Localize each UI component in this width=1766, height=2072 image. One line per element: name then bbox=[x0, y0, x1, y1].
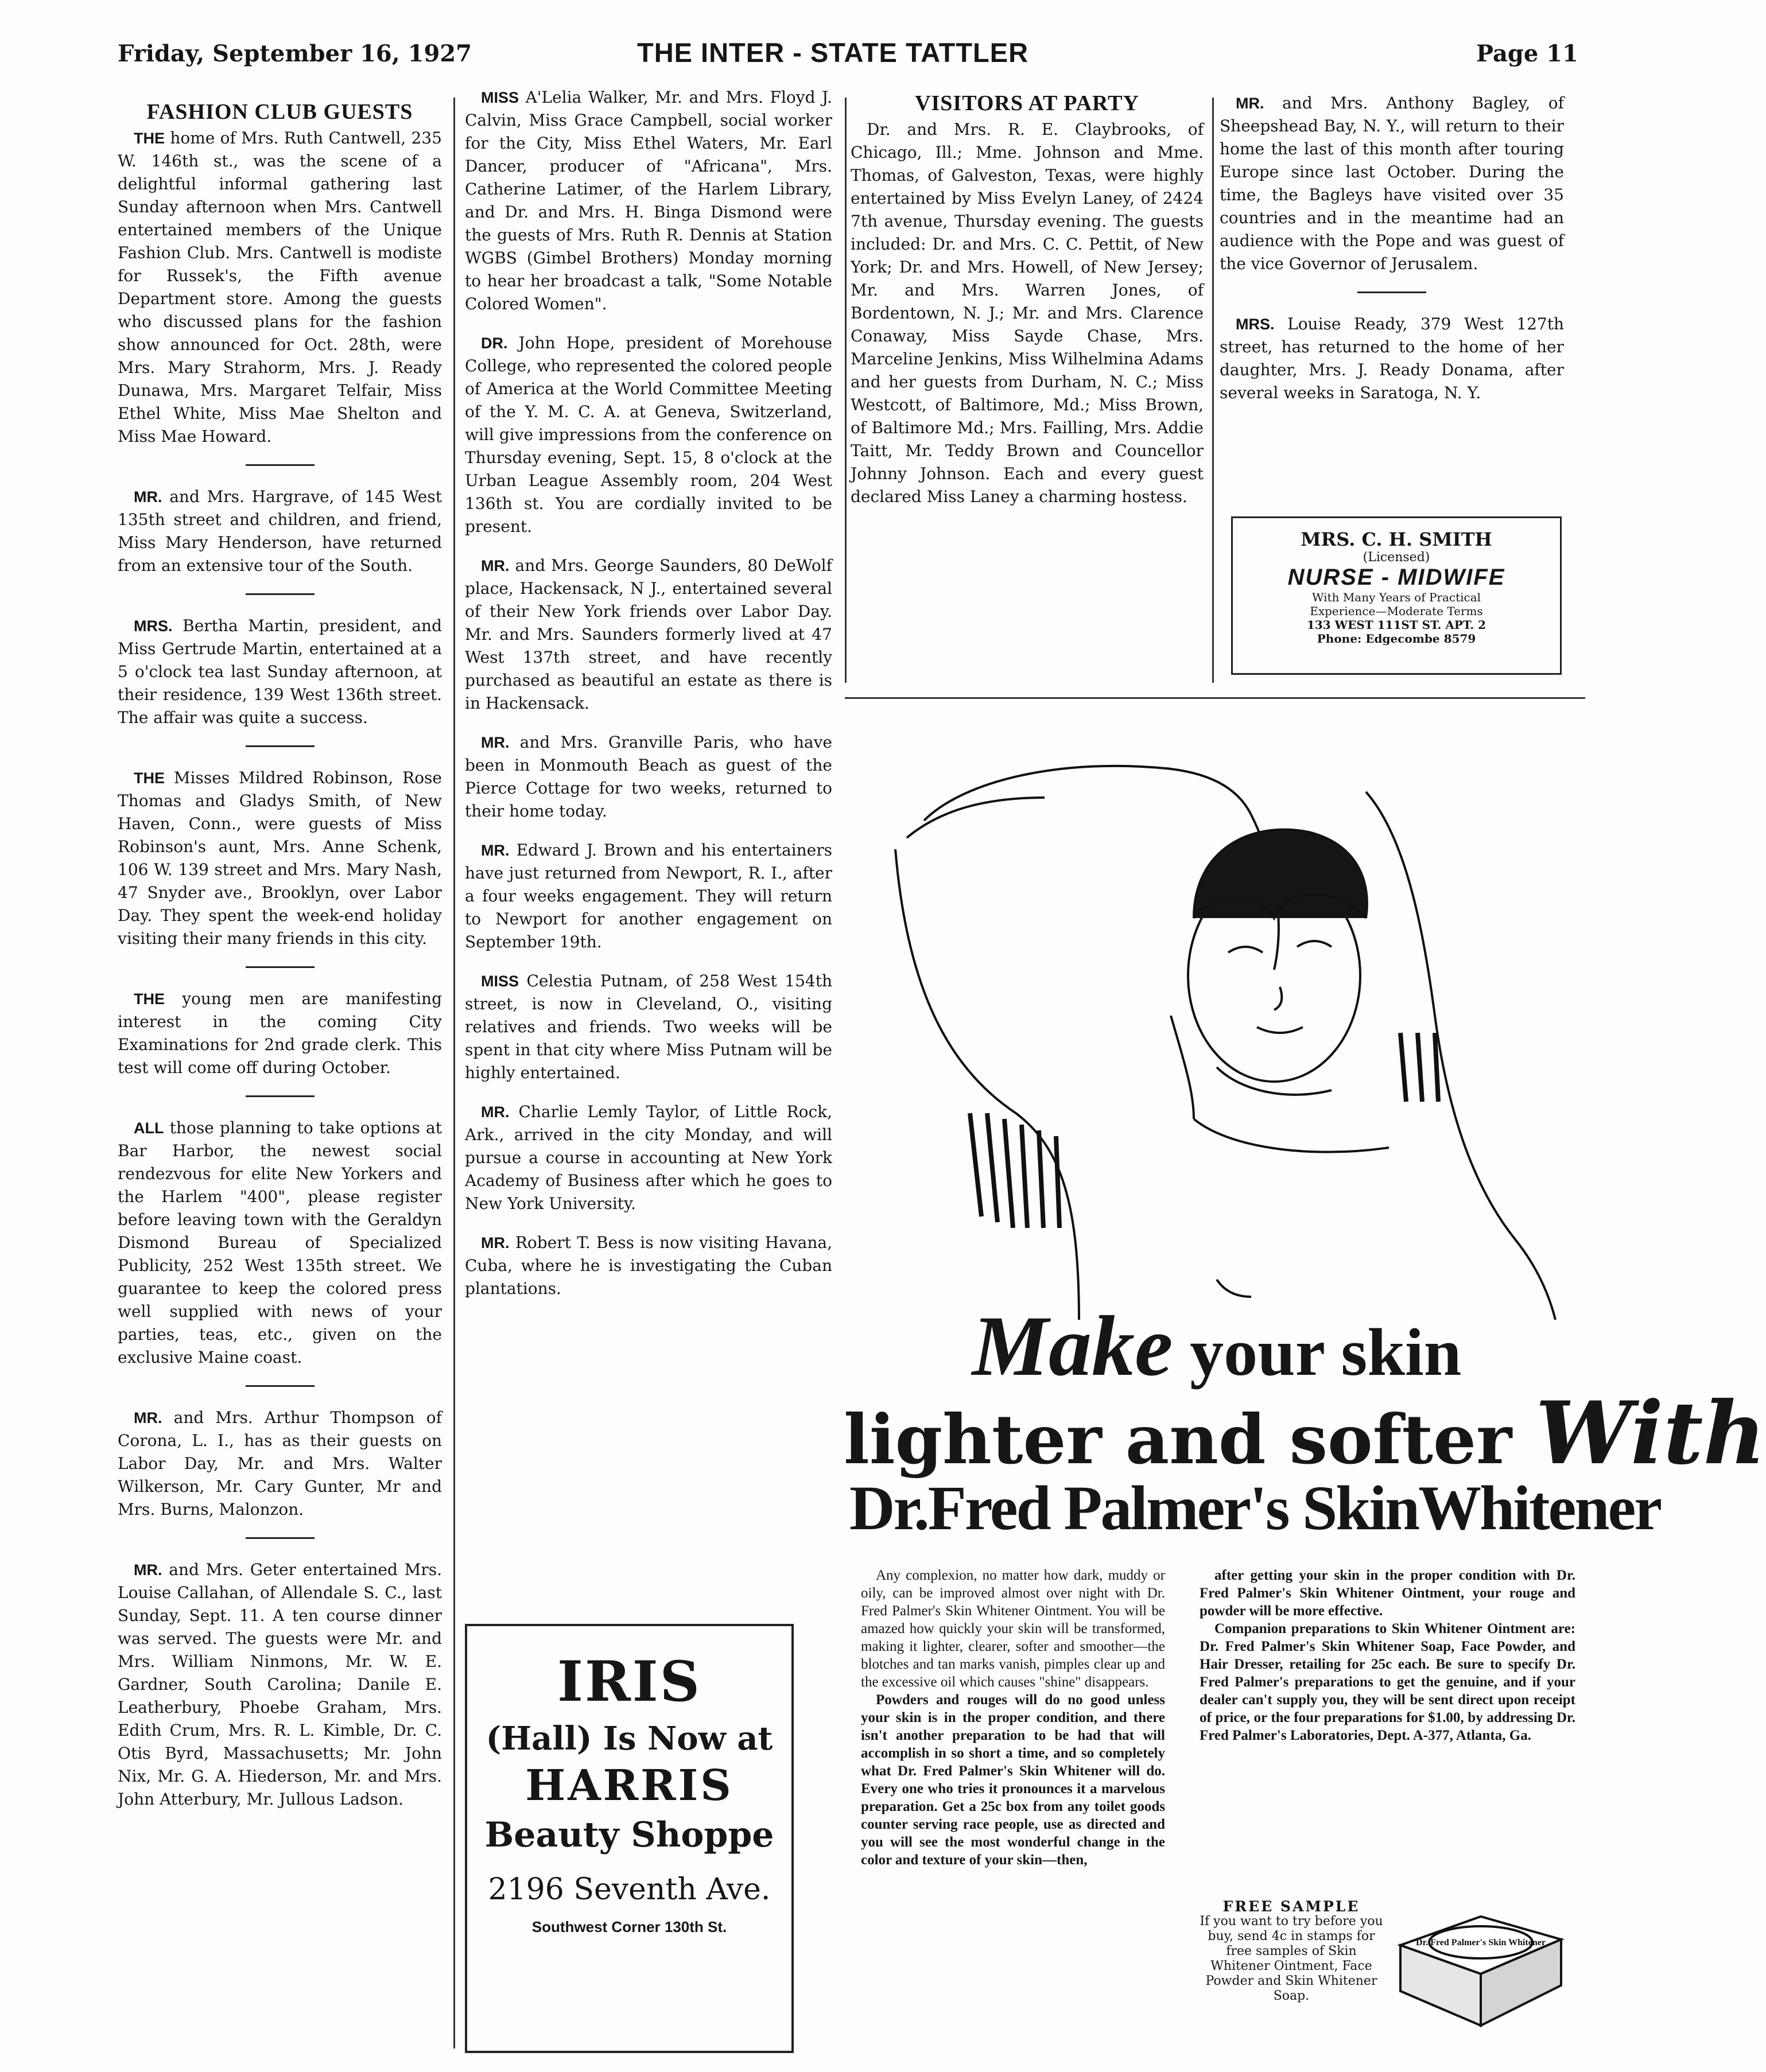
ad-headline-product: Dr.Fred Palmer's SkinWhitener bbox=[849, 1473, 1661, 1543]
item-divider bbox=[1357, 291, 1426, 293]
ad-body-left bbox=[861, 1566, 1165, 1869]
issue-date: Friday, September 16, 1927 bbox=[118, 40, 472, 67]
news-item-lead: MISS bbox=[481, 89, 519, 106]
jar-label: Dr. Fred Palmer's Skin Whitener bbox=[1416, 1938, 1546, 1947]
free-sample-text: If you want to try before you buy, send 4c in stamps for free samples of Skin Whitener Ointment, Face Powder and Skin Whitener Soap. bbox=[1200, 1914, 1383, 2003]
news-item-lead: MR. bbox=[481, 842, 510, 859]
product-jar-image bbox=[1389, 1894, 1573, 2031]
news-item-lead: MRS. bbox=[134, 617, 173, 635]
iris-name: IRIS bbox=[557, 1649, 701, 1714]
news-item-lead: MR. bbox=[134, 1409, 162, 1426]
smith-line1: With Many Years of Practical bbox=[1311, 590, 1481, 604]
item-divider bbox=[246, 1385, 315, 1387]
ad-headline-rest: your skin bbox=[1190, 1315, 1462, 1390]
ad-headline-line2 bbox=[844, 1383, 1766, 1484]
fashion-club-heading: FASHION CLUB GUESTS bbox=[146, 100, 413, 124]
iris-corner: Southwest Corner 130th St. bbox=[531, 1918, 727, 1935]
column-rule bbox=[453, 98, 455, 2048]
news-item-lead: THE bbox=[134, 769, 165, 787]
iris-line3: HARRIS bbox=[525, 1761, 733, 1810]
smith-ad bbox=[1231, 516, 1562, 675]
smith-title: NURSE - MIDWIFE bbox=[1287, 565, 1505, 590]
news-item-lead: MR. bbox=[481, 1234, 510, 1251]
ad-with-word: With bbox=[1535, 1383, 1766, 1484]
news-item-text: Robert T. Bess is now visiting Havana, Cuba, where he is investigating the Cuban plantations. bbox=[465, 1233, 832, 1298]
news-item-lead: MR. bbox=[481, 734, 510, 751]
news-item-text: and Mrs. Anthony Bagley, of Sheepshead Bay, N. Y., will return to their home the last of this month after touring Europe since last October. During the time, the Bagleys have visited over 35 countries and in the meantime had an audience with the Pope and was guest of the vice Governor of Jerusalem. bbox=[1220, 94, 1564, 273]
iris-line2: (Hall) Is Now at bbox=[486, 1720, 773, 1758]
news-item-text: A'Lelia Walker, Mr. and Mrs. Floyd J. Calvin, Miss Grace Campbell, social worker for the City, Miss Ethel Waters, Mr. Earl Dancer, producer of "Africana", Mrs. Catherine Latimer, of the Harlem Library, and Dr. and Mrs. H. Binga Dismond were the guests of Mrs. Ruth R. Dennis at Station WGBS (Gimbel Brothers) Monday morning to hear her broadcast a talk, "Some Notable Colored Women". bbox=[465, 88, 832, 313]
ad-body-left-2: Powders and rouges will do no good unless your skin is in the proper condition, and there isn't another preparation to be had that will accomplish in so short a time, and so completely what Dr. Fred Palmer's Skin Whitener will do. Every one who tries it pronounces it a marvelous preparation. Get a 25c box from any toilet goods counter serving race people, use as directed and you will see the most wonderful change in the color and texture of your skin—then, bbox=[861, 1692, 1165, 1868]
news-item-text: and Mrs. George Saunders, 80 DeWolf place, Hackensack, N J., entertained several of their New York friends over Labor Day. Mr. and Mrs. Saunders formerly lived at 47 West 137th street, and have recently purchased as beautiful an estate as there is in Hackensack. bbox=[465, 556, 832, 713]
news-item-lead: ALL bbox=[134, 1119, 164, 1137]
news-item bbox=[118, 988, 442, 1079]
column-rule bbox=[845, 98, 847, 683]
news-item-text: and Mrs. Hargrave, of 145 West 135th street and children, and friend, Miss Mary Henderson, have returned from an extensive tour of the South. bbox=[118, 487, 442, 575]
news-item bbox=[118, 767, 442, 950]
smith-licensed: (Licensed) bbox=[1363, 550, 1430, 565]
news-item-text: John Hope, president of Morehouse College, who represented the colored people of America at the World Committee Meeting of the Y. M. C. A. at Geneva, Switzerland, will give impressions from the conference on Thursday evening, Sept. 15, 8 o'clock at the Urban League Assembly room, 204 West 136th st. You are cordially invited to be present. bbox=[465, 333, 832, 536]
news-item bbox=[118, 127, 442, 448]
visitors-heading: VISITORS AT PARTY bbox=[915, 91, 1139, 115]
news-item bbox=[118, 1406, 442, 1521]
ad-body-right-1: after getting your skin in the proper condition with Dr. Fred Palmer's Skin Whitener Ointment, your rouge and powder will be more effective. bbox=[1200, 1568, 1575, 1619]
news-item-lead: MR. bbox=[481, 557, 510, 574]
news-item bbox=[465, 332, 832, 538]
column-3 bbox=[851, 92, 1204, 524]
visitors-text: Dr. and Mrs. R. E. Claybrooks, of Chicago, Ill.; Mme. Johnson and Mme. Thomas, of Galveston, Texas, were highly entertained by Miss Evelyn Laney, of 2424 7th avenue, Thursday evening. The guests included: Dr. and Mrs. C. C. Pettit, of New York; Dr. and Mrs. Howell, of New Jersey; Mr. and Mrs. Warren Jones, of Bordentown, N. J.; Mr. and Mrs. Clarence Conaway, Miss Sayde Chase, Mrs. Marceline Jenkins, Miss Wilhelmina Adams and her guests from Durham, N. C.; Miss Westcott, of Baltimore, Md.; Miss Brown, of Baltimore Md.; Mrs. Failling, Mrs. Addie Taitt, Mr. Teddy Brown and Councellor Johnny Johnson. Each and every guest declared Miss Laney a charming hostess. bbox=[851, 120, 1204, 506]
ad-headline-l2: lighter and softer bbox=[844, 1400, 1512, 1479]
column-1 bbox=[118, 100, 442, 1827]
smith-address: 133 WEST 111ST ST. APT. 2 bbox=[1306, 618, 1486, 632]
news-item bbox=[465, 1231, 832, 1300]
news-item-lead: MRS. bbox=[1236, 316, 1275, 333]
news-item-lead: DR. bbox=[481, 335, 508, 352]
news-item bbox=[465, 1101, 832, 1215]
item-divider bbox=[246, 966, 315, 968]
news-item-text: Bertha Martin, president, and Miss Gertrude Martin, entertained at a 5 o'clock tea last Sunday afternoon, at their residence, 139 West 136th street. The affair was quite a success. bbox=[118, 616, 442, 727]
news-item-text: Louise Ready, 379 West 127th street, has returned to the home of her daughter, Mrs. J. Ready Donama, after several weeks in Saratoga, N. Y. bbox=[1220, 314, 1565, 402]
smith-phone: Phone: Edgecombe 8579 bbox=[1317, 632, 1476, 646]
ad-body-left-1: Any complexion, no matter how dark, muddy or oily, can be improved almost over night with Dr. Fred Palmer's Skin Whitener Ointment. You will be amazed how quickly your skin will be transformed, making it lighter, clearer, softer and smoother—the blotches and tan marks vanish, pimples clear up and the excessive oil which causes "shine" disappears. bbox=[861, 1568, 1165, 1690]
paper-title: THE INTER - STATE TATTLER bbox=[637, 37, 1029, 68]
item-divider bbox=[246, 1537, 315, 1539]
news-item bbox=[1220, 313, 1564, 405]
col2-items bbox=[465, 86, 832, 1300]
ad-headline-line1 bbox=[844, 1297, 1590, 1395]
news-item-text: those planning to take options at Bar Harbor, the newest social rendezvous for elite New Yorkers and the Harlem "400", please register before leaving town with the Geraldyn Dismond Bureau of Specialized Publicity, 252 West 135th street. We guarantee to keep the colored press well supplied with news of your parties, teas, etc., given on the exclusive Maine coast. bbox=[118, 1118, 442, 1367]
col1-items bbox=[118, 127, 442, 1811]
news-item-lead: THE bbox=[134, 990, 165, 1008]
news-item bbox=[465, 731, 832, 823]
iris-shop: Beauty Shoppe bbox=[484, 1815, 774, 1855]
column-2 bbox=[465, 86, 832, 1316]
ad-top-rule bbox=[845, 697, 1585, 699]
item-divider bbox=[246, 464, 315, 466]
news-item bbox=[118, 615, 442, 729]
news-item-text: and Mrs. Geter entertained Mrs. Louise Callahan, of Allendale S. C., last Sunday, Sept. 11. A ten course dinner was served. The guests were Mr. and Mrs. William Ninmons, Mr. W. E. Gardner, South Carolina; Danile E. Leatherbury, Phoebe Graham, Mrs. Edith Crum, Mrs. R. L. Kimble, Dr. C. Otis Byrd, Massachusetts; Mr. John Nix, Mr. G. A. Hiederson, Mr. and Mrs. John Atterbury, Mr. Jullous Ladson. bbox=[118, 1560, 442, 1809]
news-item-text: and Mrs. Granville Paris, who have been in Monmouth Beach as guest of the Pierce Cottage for two weeks, returned to their home today. bbox=[465, 733, 832, 821]
column-4 bbox=[1220, 92, 1564, 421]
news-item bbox=[465, 554, 832, 715]
free-sample-heading: FREE SAMPLE bbox=[1222, 1898, 1360, 1915]
iris-address: 2196 Seventh Ave. bbox=[488, 1872, 771, 1907]
page-number: Page 11 bbox=[1476, 40, 1578, 67]
news-item-text: Misses Mildred Robinson, Rose Thomas and Gladys Smith, of New Haven, Conn., were guests of Miss Robinson's aunt, Mrs. Anne Schenk, 106 W. 139 street and Mrs. Mary Nash, 47 Snyder ave., Brooklyn, over Labor Day. They spent the week-end holiday visiting their many friends in this city. bbox=[118, 768, 442, 948]
news-item-lead: MR. bbox=[134, 488, 162, 506]
item-divider bbox=[246, 593, 315, 595]
news-item bbox=[1220, 92, 1564, 275]
smith-name: MRS. C. H. SMITH bbox=[1301, 528, 1492, 550]
item-divider bbox=[246, 1095, 315, 1097]
col4-items bbox=[1220, 92, 1564, 405]
iris-ad bbox=[465, 1624, 794, 2053]
news-item-lead: MR. bbox=[134, 1561, 162, 1579]
news-item bbox=[465, 86, 832, 316]
news-item bbox=[465, 839, 832, 954]
news-item-lead: MR. bbox=[481, 1103, 510, 1121]
news-item-lead: MR. bbox=[1236, 95, 1264, 112]
news-item-text: and Mrs. Arthur Thompson of Corona, L. I., has as their guests on Labor Day, Mr. and Mrs. Walter Wilkerson, Mr. Cary Gunter, Mr and Mrs. Burns, Malonzon. bbox=[118, 1408, 442, 1519]
news-item-text: Edward J. Brown and his entertainers have just returned from Newport, R. I., after a four weeks engagement. They will return to Newport for another engagement on September 19th. bbox=[465, 841, 832, 951]
ad-body-right-2: Companion preparations to Skin Whitener Ointment are: Dr. Fred Palmer's Skin Whitener Soap, Face Powder, and Hair Dresser, retailing for 25c each. Be sure to specify Dr. Fred Palmer's preparations to get the genuine, and if your dealer can't supply you, they will be sent direct upon receipt of price, or the four preparations for $1.00, by addressing Dr. Fred Palmer's Laboratories, Dept. A-377, Atlanta, Ga. bbox=[1200, 1621, 1575, 1743]
ad-body-right bbox=[1200, 1566, 1575, 1744]
news-item bbox=[118, 1117, 442, 1369]
news-item-lead: MISS bbox=[481, 973, 519, 990]
woman-illustration bbox=[872, 746, 1584, 1320]
free-sample bbox=[1200, 1899, 1383, 2004]
news-item-text: home of Mrs. Ruth Cantwell, 235 W. 146th st., was the scene of a delightful informal gathering last Sunday afternoon when Mrs. Cantwell entertained members of the Unique Fashion Club. Mrs. Cantwell is modiste for Russek's, the Fifth avenue Department store. Among the guests who discussed plans for the fashion show announced for Oct. 28th, were Mrs. Mary Strahorm, Mrs. J. Ready Dunawa, Mrs. Margaret Telfair, Miss Ethel White, Miss Mae Shelton and Miss Mae Howard. bbox=[118, 129, 442, 446]
news-item-lead: THE bbox=[134, 130, 165, 147]
news-item-text: Charlie Lemly Taylor, of Little Rock, Ark., arrived in the city Monday, and will pursue a course in accounting at New York Academy of Business after which he goes to New York University. bbox=[465, 1102, 833, 1213]
smith-line2: Experience—Moderate Terms bbox=[1310, 604, 1483, 618]
column-rule bbox=[1212, 98, 1214, 683]
news-item-text: Celestia Putnam, of 258 West 154th street, is now in Cleveland, O., visiting relatives and friends. Two weeks will be spent in that city where Miss Putnam will be highly entertained. bbox=[465, 971, 832, 1082]
news-item bbox=[118, 485, 442, 577]
news-item-text: young men are manifesting interest in the coming City Examinations for 2nd grade clerk. This test will come off during October. bbox=[118, 989, 443, 1077]
masthead bbox=[0, 37, 1607, 86]
ad-make-word: Make bbox=[972, 1299, 1173, 1394]
item-divider bbox=[246, 745, 315, 747]
news-item bbox=[465, 970, 832, 1084]
news-item bbox=[118, 1558, 442, 1811]
